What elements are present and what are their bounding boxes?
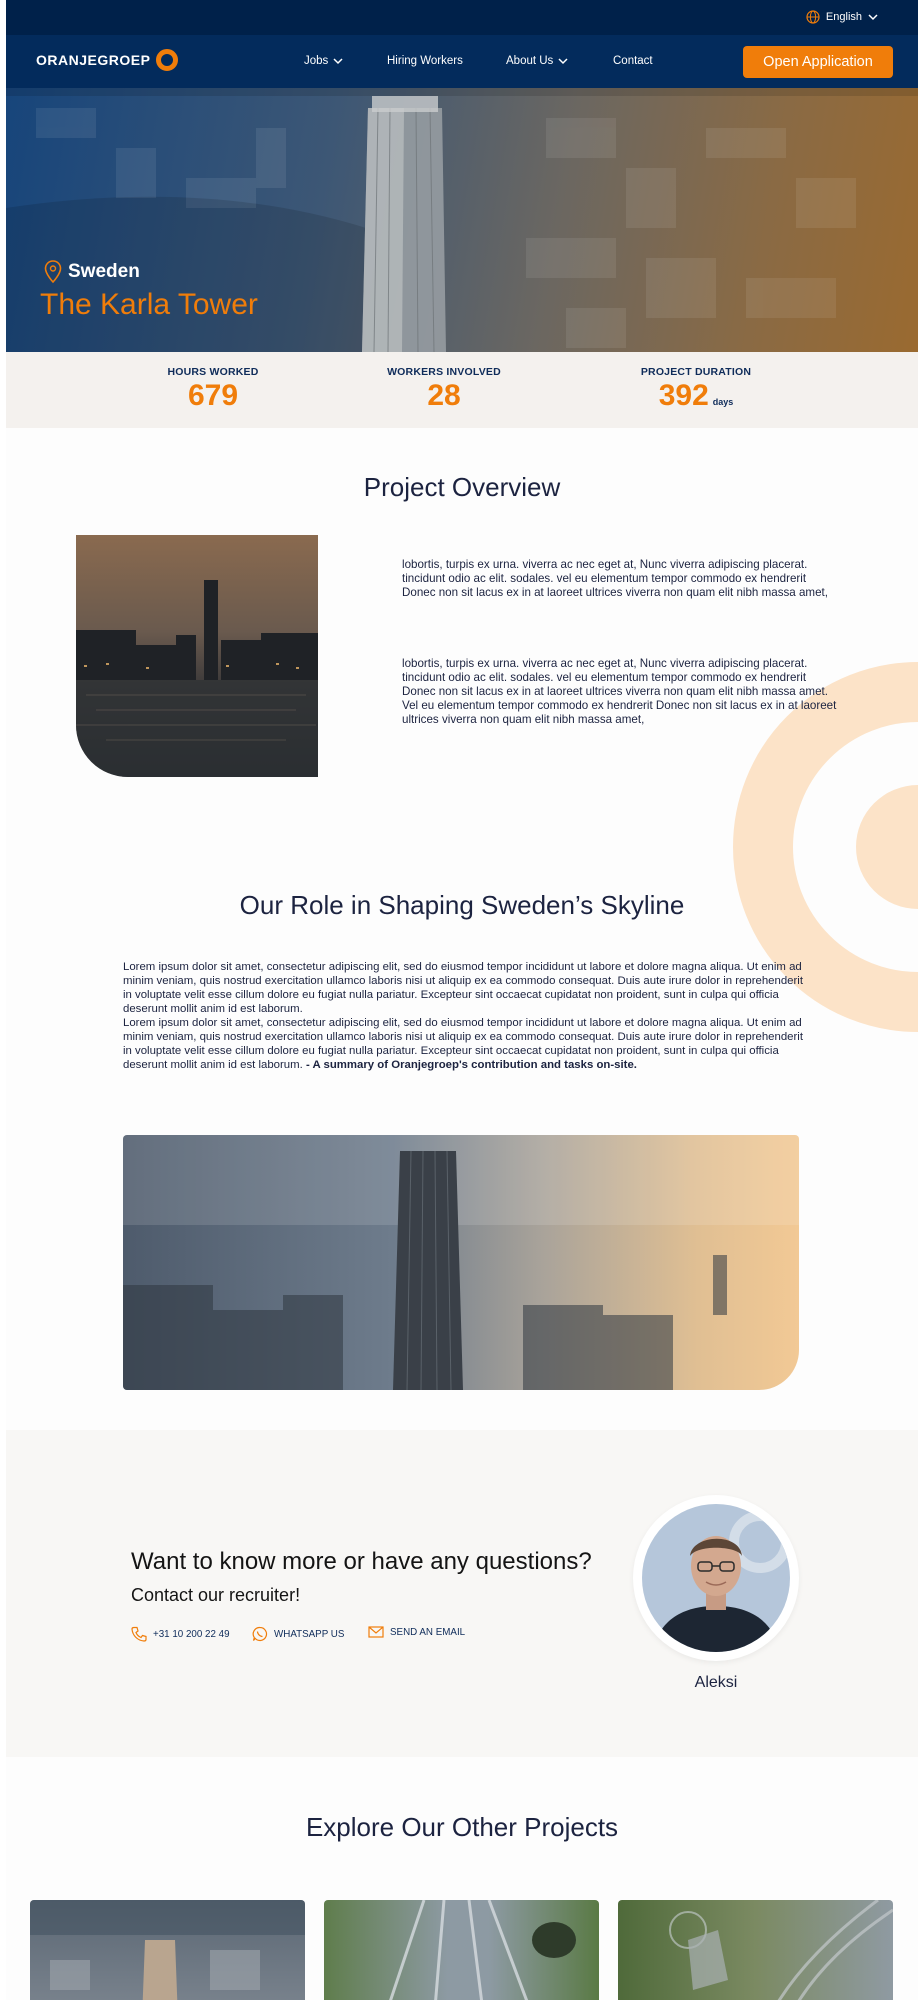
- project-card-image: [324, 1900, 599, 2000]
- skyline-photo: [76, 535, 318, 777]
- hero-title: The Karla Tower: [40, 288, 258, 321]
- recruiter-avatar-frame: [633, 1495, 799, 1661]
- main-nav: [6, 35, 918, 88]
- other-projects-title: Explore Our Other Projects: [305, 1812, 619, 1842]
- stat-label: WORKERS INVOLVED: [387, 366, 501, 378]
- recruiter-name: Aleksi: [694, 1674, 738, 1691]
- chevron-down-icon: [333, 58, 343, 65]
- overview-image: [76, 535, 318, 777]
- overview-title: Project Overview: [363, 472, 561, 502]
- whatsapp-icon: [252, 1626, 268, 1642]
- stat-hours-worked: [158, 366, 268, 413]
- stat-value: [636, 379, 756, 413]
- recruiter-contact-section: [6, 1430, 918, 1757]
- hero-location-label: Sweden: [68, 261, 140, 282]
- contact-heading: Want to know more or have any questions?: [131, 1548, 592, 1575]
- open-application-button[interactable]: Open Application: [743, 46, 893, 78]
- language-selector[interactable]: [806, 10, 878, 24]
- contact-subheading: Contact our recruiter!: [131, 1585, 301, 1605]
- nav-item-jobs[interactable]: [304, 55, 343, 67]
- language-label: English: [825, 11, 862, 23]
- nav-item-about-us[interactable]: [506, 55, 568, 67]
- stat-project-duration: [636, 366, 756, 413]
- project-card[interactable]: [324, 1900, 599, 2000]
- globe-icon: [806, 10, 820, 24]
- phone-icon: [131, 1626, 147, 1642]
- logo-mark-icon: [156, 49, 178, 71]
- phone-label: +31 10 200 22 49: [153, 1628, 230, 1640]
- nav-item-label: Contact: [613, 55, 653, 67]
- map-pin-icon: [44, 260, 62, 284]
- role-image: [123, 1135, 799, 1390]
- nav-item-label: About Us: [506, 55, 554, 67]
- page: [6, 0, 918, 2000]
- stat-value: 28: [427, 379, 461, 412]
- mail-icon: [368, 1626, 384, 1638]
- overview-paragraph-2: lobortis, turpis ex urna. viverra ac nec eget at, Nunc viverra adipiscing placerat. tincidunt odio ac elit. sodales. vel eu elementum tempor commodo ex hendrerit Donec non sit lacus ex in at laoreet ultrices viverra non quam elit nibh massa amet. Vel eu elementum tempor commodo ex hendrerit Donec non sit lacus ex in at laoreet ultrices viverra non quam elit nibh massa amet,: [402, 657, 837, 726]
- stat-workers-involved: [379, 366, 509, 413]
- role-paragraph-2-text: Lorem ipsum dolor sit amet, consectetur adipiscing elit, sed do eiusmod tempor incididunt ut labore et dolore magna aliqua. Ut enim ad minim veniam, quis nostrud exercitation ullamco laboris nisi ut aliquip ex ea commodo consequat. Duis aute irure dolor in reprehenderit in voluptate velit esse cillum dolore eu fugiat nulla pariatur. Excepteur sint occaecat cupidatat non proident, sunt in culpa qui officia deserunt mollit anim id est laborum.: [123, 1017, 803, 1071]
- chevron-down-icon: [558, 58, 568, 65]
- role-summary: - A summary of Oranjegroep's contribution and tasks on-site.: [305, 1059, 637, 1071]
- project-card[interactable]: [30, 1900, 305, 2000]
- whatsapp-link[interactable]: [252, 1626, 344, 1642]
- role-text: [123, 960, 803, 1072]
- hero-banner: [6, 88, 918, 352]
- role-title: Our Role in Shaping Sweden’s Skyline: [239, 890, 685, 920]
- stat-unit: days: [712, 397, 734, 407]
- logo-text: ORANJEGROEP: [36, 52, 151, 68]
- nav-item-label: Hiring Workers: [387, 55, 463, 67]
- nav-item-contact[interactable]: [613, 55, 653, 67]
- overview-paragraph-1: lobortis, turpis ex urna. viverra ac nec eget at, Nunc viverra adipiscing placerat. tincidunt odio ac elit. sodales. vel eu elementum tempor commodo ex hendrerit Donec non sit lacus ex in at laoreet ultrices viverra non quam elit nibh massa amet,: [402, 558, 828, 599]
- recruiter-avatar: [642, 1504, 790, 1652]
- phone-link[interactable]: [131, 1626, 230, 1642]
- project-card[interactable]: [618, 1900, 893, 2000]
- whatsapp-label: WHATSAPP US: [274, 1628, 345, 1640]
- top-bar: [6, 0, 918, 35]
- skyline-aerial-photo: [123, 1135, 799, 1390]
- stat-number: 392: [658, 379, 709, 412]
- project-card-image: [30, 1900, 305, 2000]
- project-stats: [6, 352, 918, 428]
- nav-item-label: Jobs: [304, 55, 329, 67]
- hero-location: [44, 260, 140, 284]
- stat-label: PROJECT DURATION: [640, 366, 752, 378]
- role-paragraph-2: [123, 1016, 803, 1072]
- stat-label: HOURS WORKED: [167, 366, 259, 378]
- logo[interactable]: [36, 49, 178, 71]
- stat-value: 679: [187, 379, 239, 412]
- chevron-down-icon: [868, 14, 878, 21]
- recruiter-photo: [642, 1504, 790, 1652]
- role-paragraph-1: Lorem ipsum dolor sit amet, consectetur adipiscing elit, sed do eiusmod tempor incididunt ut labore et dolore magna aliqua. Ut enim ad minim veniam, quis nostrud exercitation ullamco laboris nisi ut aliquip ex ea commodo consequat. Duis aute irure dolor in reprehenderit in voluptate velit esse cillum dolore eu fugiat nulla pariatur. Excepteur sint occaecat cupidatat non proident, sunt in culpa qui officia deserunt mollit anim id est laborum.: [123, 961, 803, 1015]
- email-link[interactable]: [368, 1626, 465, 1638]
- email-label: SEND AN EMAIL: [390, 1626, 466, 1638]
- project-card-image: [618, 1900, 893, 2000]
- nav-item-hiring-workers[interactable]: [387, 55, 463, 67]
